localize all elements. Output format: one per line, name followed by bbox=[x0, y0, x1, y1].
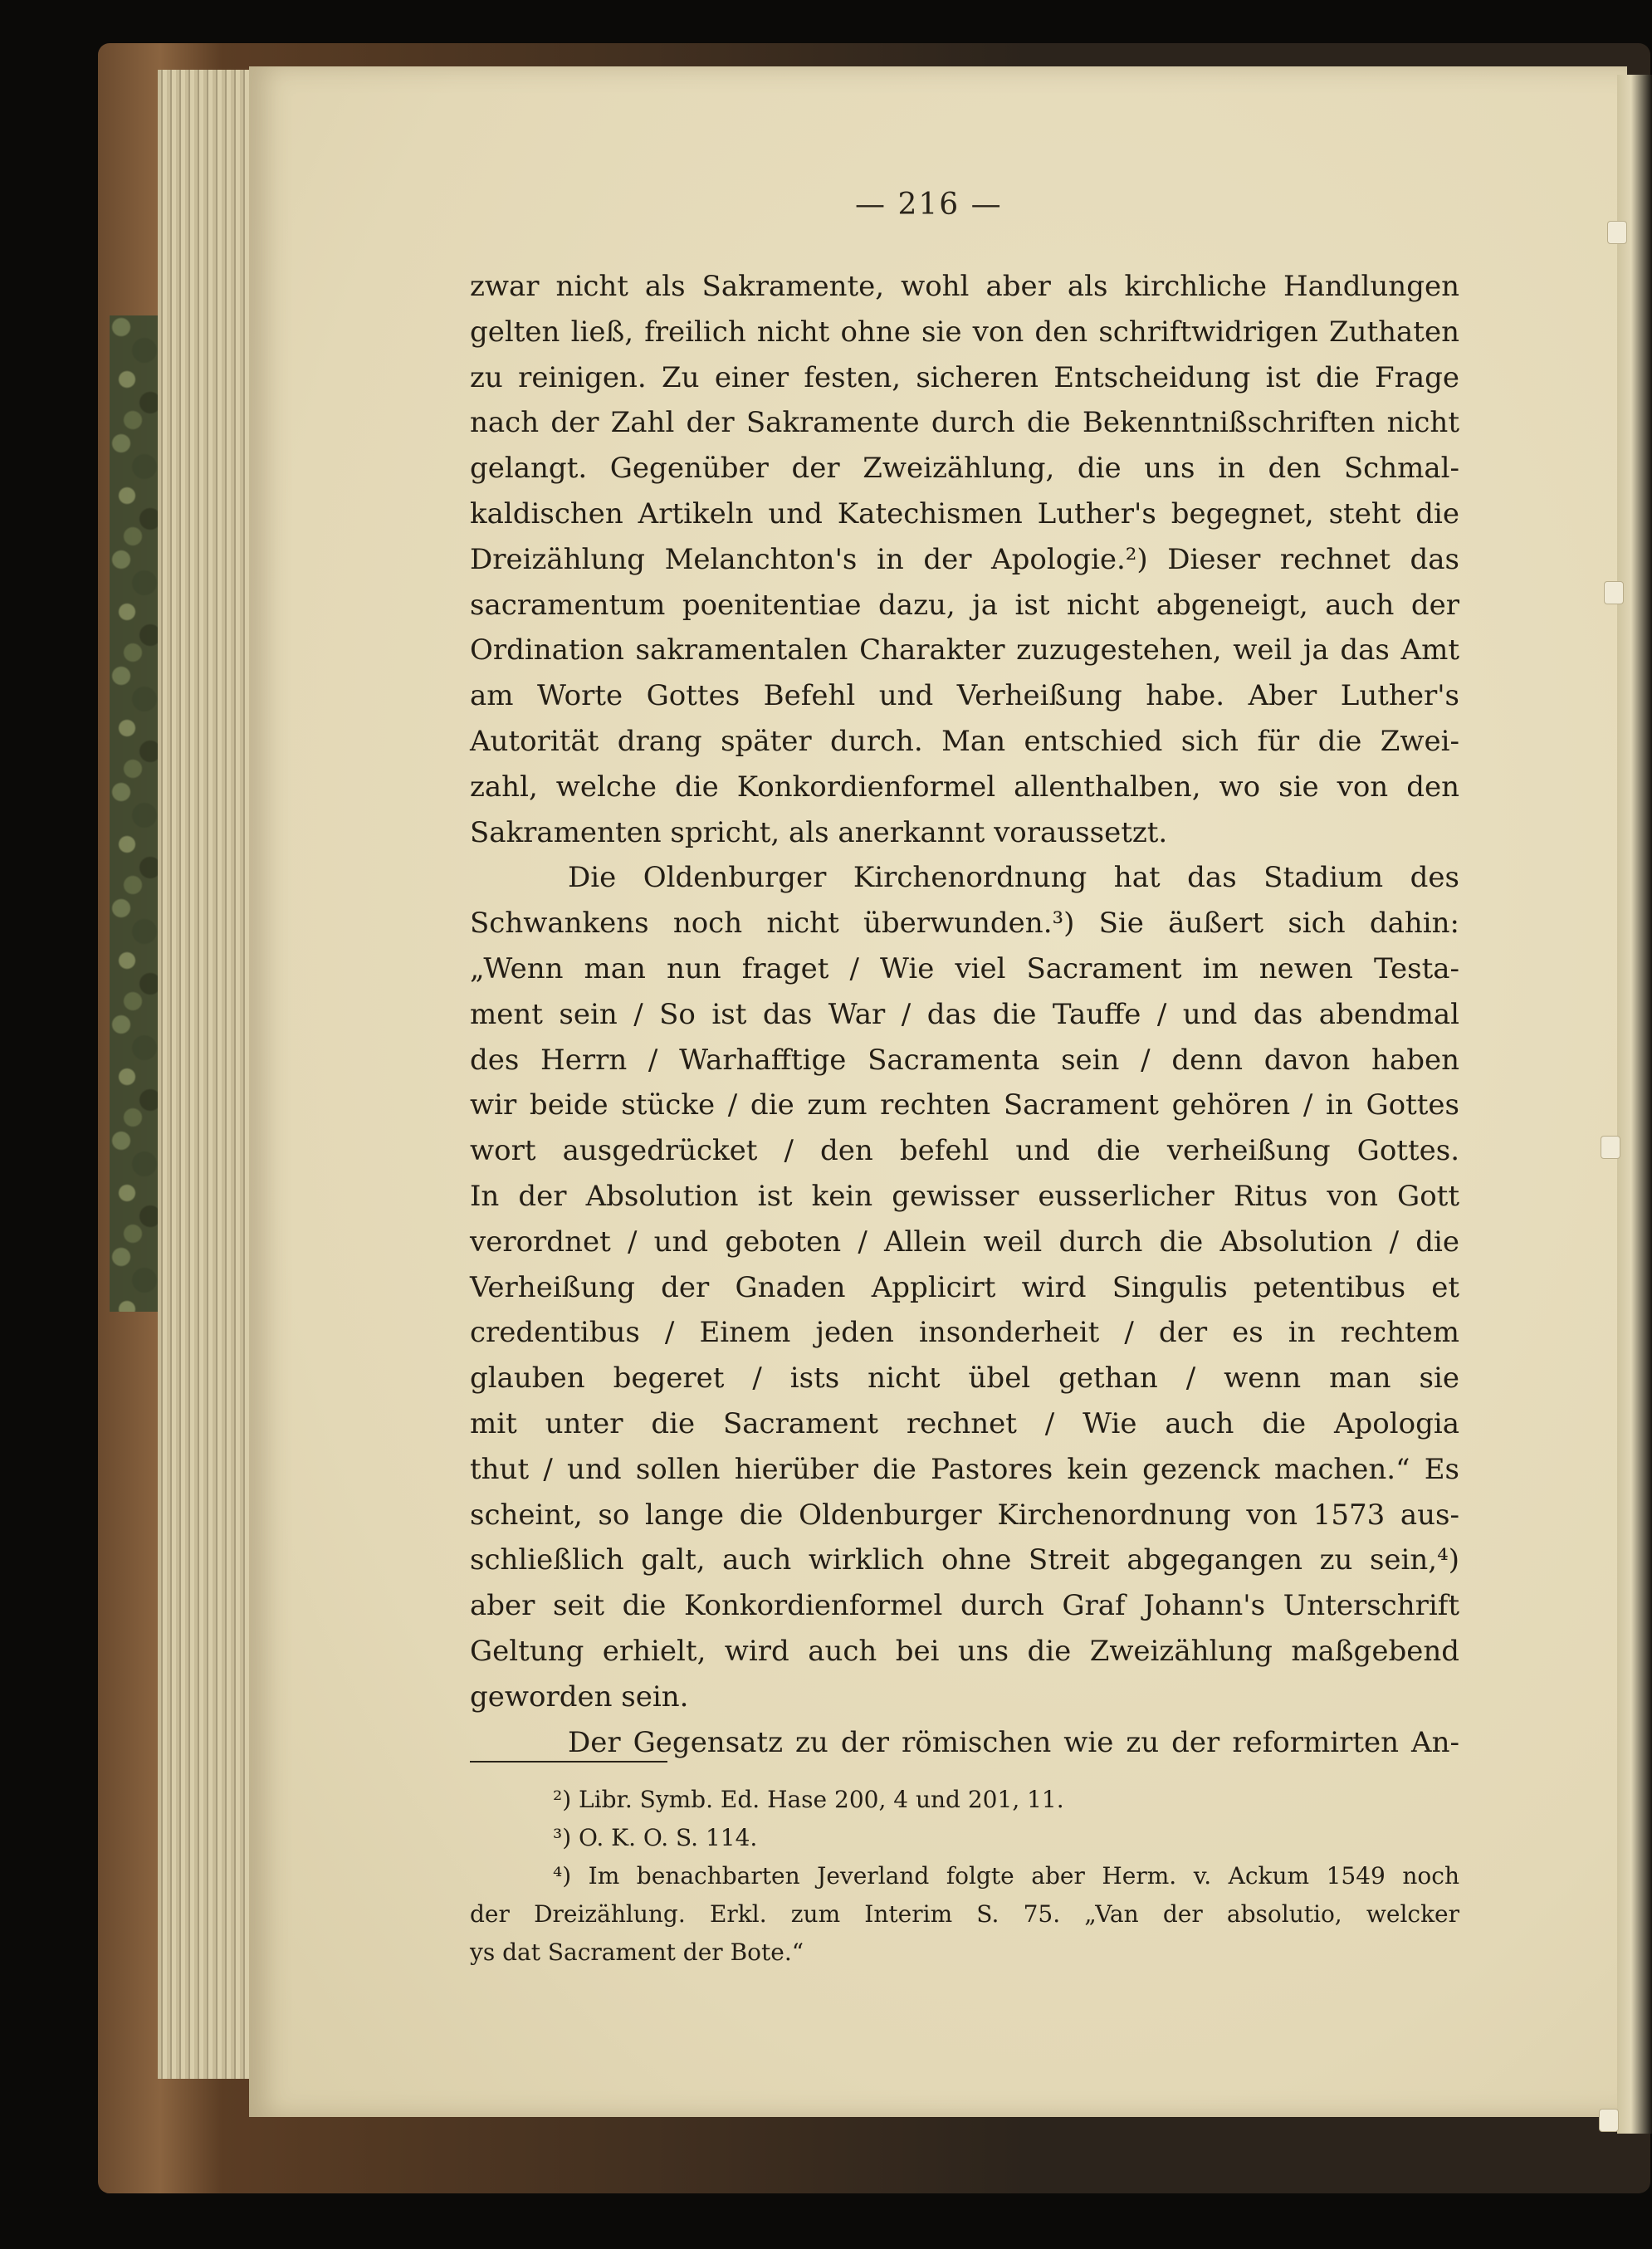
text-line: mit unter die Sacrament rechnet / Wie auch die Apologia bbox=[470, 1406, 1459, 1440]
text-line: Ordination sakramentalen Charakter zuzugestehen, weil ja das Amt bbox=[470, 633, 1459, 667]
text-line: Dreizählung Melanchton's in der Apologie.²) Dieser rechnet das bbox=[470, 542, 1459, 576]
text-line: wir beide stücke / die zum rechten Sacrament gehören / in Gottes bbox=[470, 1088, 1459, 1122]
footnote-line: ²) Libr. Symb. Ed. Hase 200, 4 und 201, 11. bbox=[553, 1786, 1064, 1813]
text-line: sacramentum poenitentiae dazu, ja ist nicht abgeneigt, auch der bbox=[470, 588, 1459, 622]
text-line: zwar nicht als Sakramente, wohl aber als kirchliche Handlungen bbox=[470, 270, 1459, 303]
text-line: Sakramenten spricht, als anerkannt voraussetzt. bbox=[470, 815, 1168, 849]
text-line: Der Gegensatz zu der römischen wie zu der reformirten An- bbox=[568, 1725, 1459, 1759]
text-line: gelten ließ, freilich nicht ohne sie von den schriftwidrigen Zuthaten bbox=[470, 315, 1459, 349]
footnote-line: ⁴) Im benachbarten Jeverland folgte aber Herm. v. Ackum 1549 noch bbox=[553, 1862, 1459, 1890]
footnote-separator bbox=[470, 1761, 667, 1763]
text-line: zu reinigen. Zu einer festen, sicheren Entscheidung ist die Frage bbox=[470, 360, 1459, 394]
footnotes bbox=[470, 1781, 1459, 1972]
text-line: schließlich galt, auch wirklich ohne Streit abgegangen zu sein,⁴) bbox=[470, 1543, 1459, 1577]
footnote-line: der Dreizählung. Erkl. zum Interim S. 75. „Van der absolutio, welcker bbox=[470, 1900, 1459, 1928]
text-line: Die Oldenburger Kirchenordnung hat das Stadium des bbox=[568, 861, 1459, 895]
page-number: — 216 — bbox=[855, 188, 1003, 222]
paper-clip-mark bbox=[1604, 581, 1624, 604]
text-line: glauben begeret / ists nicht übel gethan / wenn man sie bbox=[470, 1362, 1459, 1396]
text-line: Geltung erhielt, wird auch bei uns die Zweizählung maßgebend bbox=[470, 1634, 1459, 1668]
text-line: credentibus / Einem jeden insonderheit / der es in rechtem bbox=[470, 1316, 1459, 1350]
footnote-line: ys dat Sacrament der Bote.“ bbox=[470, 1939, 804, 1966]
text-line: des Herrn / Warhafftige Sacramenta sein / denn davon haben bbox=[470, 1043, 1459, 1077]
text-line: nach der Zahl der Sakramente durch die Bekenntnißschriften nicht bbox=[470, 406, 1459, 440]
text-line: Autorität drang später durch. Man entschied sich für die Zwei- bbox=[470, 724, 1459, 758]
text-line: scheint, so lange die Oldenburger Kirchenordnung von 1573 aus- bbox=[470, 1498, 1459, 1532]
text-line: „Wenn man nun fraget / Wie viel Sacrament im newen Testa- bbox=[470, 951, 1459, 985]
text-line: ment sein / So ist das War / das die Tauffe / und das abendmal bbox=[470, 997, 1459, 1031]
text-line: thut / und sollen hierüber die Pastores kein gezenck machen.“ Es bbox=[470, 1452, 1459, 1486]
page-gutter-edge bbox=[1617, 75, 1652, 2134]
text-line: Verheißung der Gnaden Applicirt wird Singulis petentibus et bbox=[470, 1270, 1459, 1304]
footnote-line: ³) O. K. O. S. 114. bbox=[553, 1824, 758, 1851]
text-line: am Worte Gottes Befehl und Verheißung habe. Aber Luther's bbox=[470, 679, 1459, 713]
paper-clip-mark bbox=[1601, 1136, 1620, 1159]
text-line: Schwankens noch nicht überwunden.³) Sie äußert sich dahin: bbox=[470, 907, 1459, 941]
text-line: gelangt. Gegenüber der Zweizählung, die uns in den Schmal- bbox=[470, 452, 1459, 486]
paper-clip-mark bbox=[1607, 221, 1627, 244]
text-line: verordnet / und geboten / Allein weil durch die Absolution / die bbox=[470, 1225, 1459, 1259]
body-text bbox=[470, 264, 1459, 1765]
text-line: zahl, welche die Konkordienformel allenthalben, wo sie von den bbox=[470, 770, 1459, 804]
text-line: In der Absolution ist kein gewisser eusserlicher Ritus von Gott bbox=[470, 1179, 1459, 1213]
text-line: kaldischen Artikeln und Katechismen Luther's begegnet, steht die bbox=[470, 496, 1459, 530]
paper-clip-mark bbox=[1599, 2109, 1619, 2132]
text-line: aber seit die Konkordienformel durch Graf Johann's Unterschrift bbox=[470, 1589, 1459, 1623]
text-line: wort ausgedrücket / den befehl und die verheißung Gottes. bbox=[470, 1134, 1459, 1168]
text-line: geworden sein. bbox=[470, 1679, 689, 1714]
